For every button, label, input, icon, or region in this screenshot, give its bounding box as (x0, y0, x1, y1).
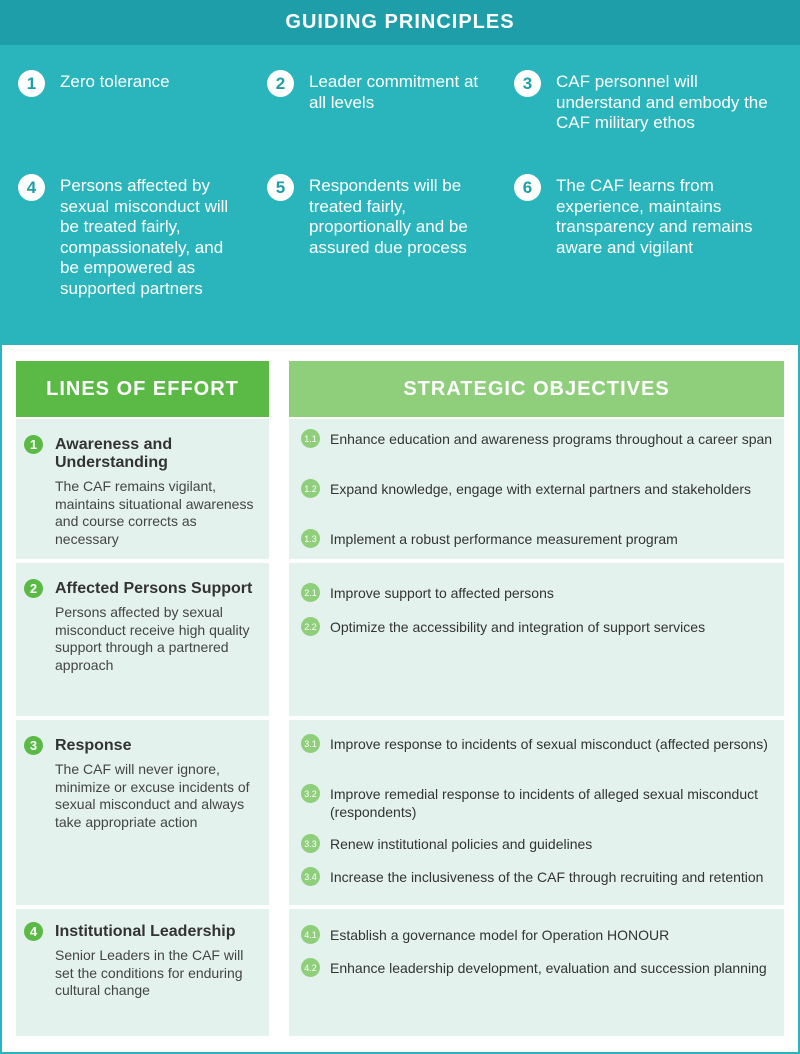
principle-number-badge: 4 (18, 174, 45, 201)
line-of-effort-number-badge: 1 (24, 435, 43, 454)
principle-text: Persons affected by sexual misconduct will be treated fairly, compassionately, and be empowered as supported partners (60, 176, 229, 298)
objective-text: Enhance leadership development, evaluation and succession planning (330, 960, 767, 976)
objective-text: Improve remedial response to incidents of alleged sexual misconduct (respondents) (330, 786, 759, 820)
strategic-objectives-cell (289, 563, 784, 716)
objective-item (301, 786, 778, 821)
line-of-effort-title: Affected Persons Support (55, 580, 253, 597)
objective-number-badge: 3.2 (301, 784, 320, 803)
objective-text: Establish a governance model for Operation HONOUR (330, 927, 670, 943)
objective-text: Increase the inclusiveness of the CAF through recruiting and retention (330, 869, 764, 885)
objective-item (301, 836, 778, 854)
principle-number-badge: 6 (514, 174, 541, 201)
objective-text: Improve support to affected persons (330, 585, 554, 601)
line-of-effort-cell (16, 419, 269, 559)
principle-item (267, 72, 489, 113)
principle-item (514, 176, 784, 258)
line-of-effort-title: Awareness and Understanding (55, 436, 173, 471)
objective-number-badge: 1.2 (301, 479, 320, 498)
guiding-principles-header (0, 0, 800, 45)
objective-number-badge: 2.1 (301, 583, 320, 602)
principle-number-badge: 5 (267, 174, 294, 201)
objective-item (301, 927, 778, 945)
objective-item (301, 960, 778, 978)
guiding-principles-title: GUIDING PRINCIPLES (285, 11, 515, 33)
principle-text: Leader commitment at all levels (309, 72, 479, 112)
guiding-principles-panel (0, 0, 800, 345)
principle-number-badge: 1 (18, 70, 45, 97)
objective-number-badge: 4.2 (301, 958, 320, 977)
lines-of-effort-header: LINES OF EFFORT (16, 361, 269, 417)
principle-item (514, 72, 784, 134)
principle-text: Respondents will be treated fairly, proportionally and be assured due process (309, 176, 468, 257)
principle-item (18, 72, 238, 97)
objective-item (301, 869, 778, 887)
line-of-effort-description: The CAF remains vigilant, maintains situational awareness and course corrects as necessary (55, 478, 254, 547)
objective-number-badge: 1.1 (301, 429, 320, 448)
objective-item (301, 431, 778, 449)
strategic-objectives-cell (289, 909, 784, 1036)
objective-number-badge: 3.4 (301, 867, 320, 886)
line-of-effort-number-badge: 3 (24, 736, 43, 755)
objective-number-badge: 3.1 (301, 734, 320, 753)
objective-text: Implement a robust performance measurement program (330, 531, 678, 547)
line-of-effort-cell (16, 563, 269, 716)
principle-number-badge: 3 (514, 70, 541, 97)
objective-text: Optimize the accessibility and integration of support services (330, 619, 706, 635)
line-of-effort-cell (16, 720, 269, 905)
line-of-effort-description: The CAF will never ignore, minimize or excuse incidents of sexual misconduct and always take appropriate action (55, 761, 250, 830)
objective-item (301, 619, 778, 637)
principle-text: CAF personnel will understand and embody the CAF military ethos (556, 72, 768, 132)
line-of-effort-number-badge: 2 (24, 579, 43, 598)
objective-item (301, 531, 778, 549)
line-of-effort-cell (16, 909, 269, 1036)
line-of-effort-title: Response (55, 737, 132, 754)
objective-text: Enhance education and awareness programs throughout a career span (330, 431, 773, 447)
strategic-objectives-cell (289, 720, 784, 905)
strategic-objectives-cell (289, 419, 784, 559)
line-of-effort-description: Persons affected by sexual misconduct receive high quality support through a partnered approach (55, 604, 250, 673)
objective-number-badge: 3.3 (301, 834, 320, 853)
principle-text: Zero tolerance (60, 72, 170, 91)
principle-item (18, 176, 246, 299)
line-of-effort-description: Senior Leaders in the CAF will set the conditions for enduring cultural change (55, 947, 244, 998)
objective-number-badge: 1.3 (301, 529, 320, 548)
principle-item (267, 176, 495, 258)
objective-text: Improve response to incidents of sexual misconduct (affected persons) (330, 736, 768, 752)
objective-item (301, 585, 778, 603)
strategic-objectives-header: STRATEGIC OBJECTIVES (289, 361, 784, 417)
objective-number-badge: 4.1 (301, 925, 320, 944)
principle-text: The CAF learns from experience, maintains transparency and remains aware and vigilant (556, 176, 753, 257)
objective-item (301, 736, 778, 754)
objective-number-badge: 2.2 (301, 617, 320, 636)
objective-text: Renew institutional policies and guidelines (330, 836, 593, 852)
line-of-effort-title: Institutional Leadership (55, 923, 236, 940)
line-of-effort-number-badge: 4 (24, 922, 43, 941)
principle-number-badge: 2 (267, 70, 294, 97)
objective-item (301, 481, 778, 499)
objective-text: Expand knowledge, engage with external partners and stakeholders (330, 481, 752, 497)
